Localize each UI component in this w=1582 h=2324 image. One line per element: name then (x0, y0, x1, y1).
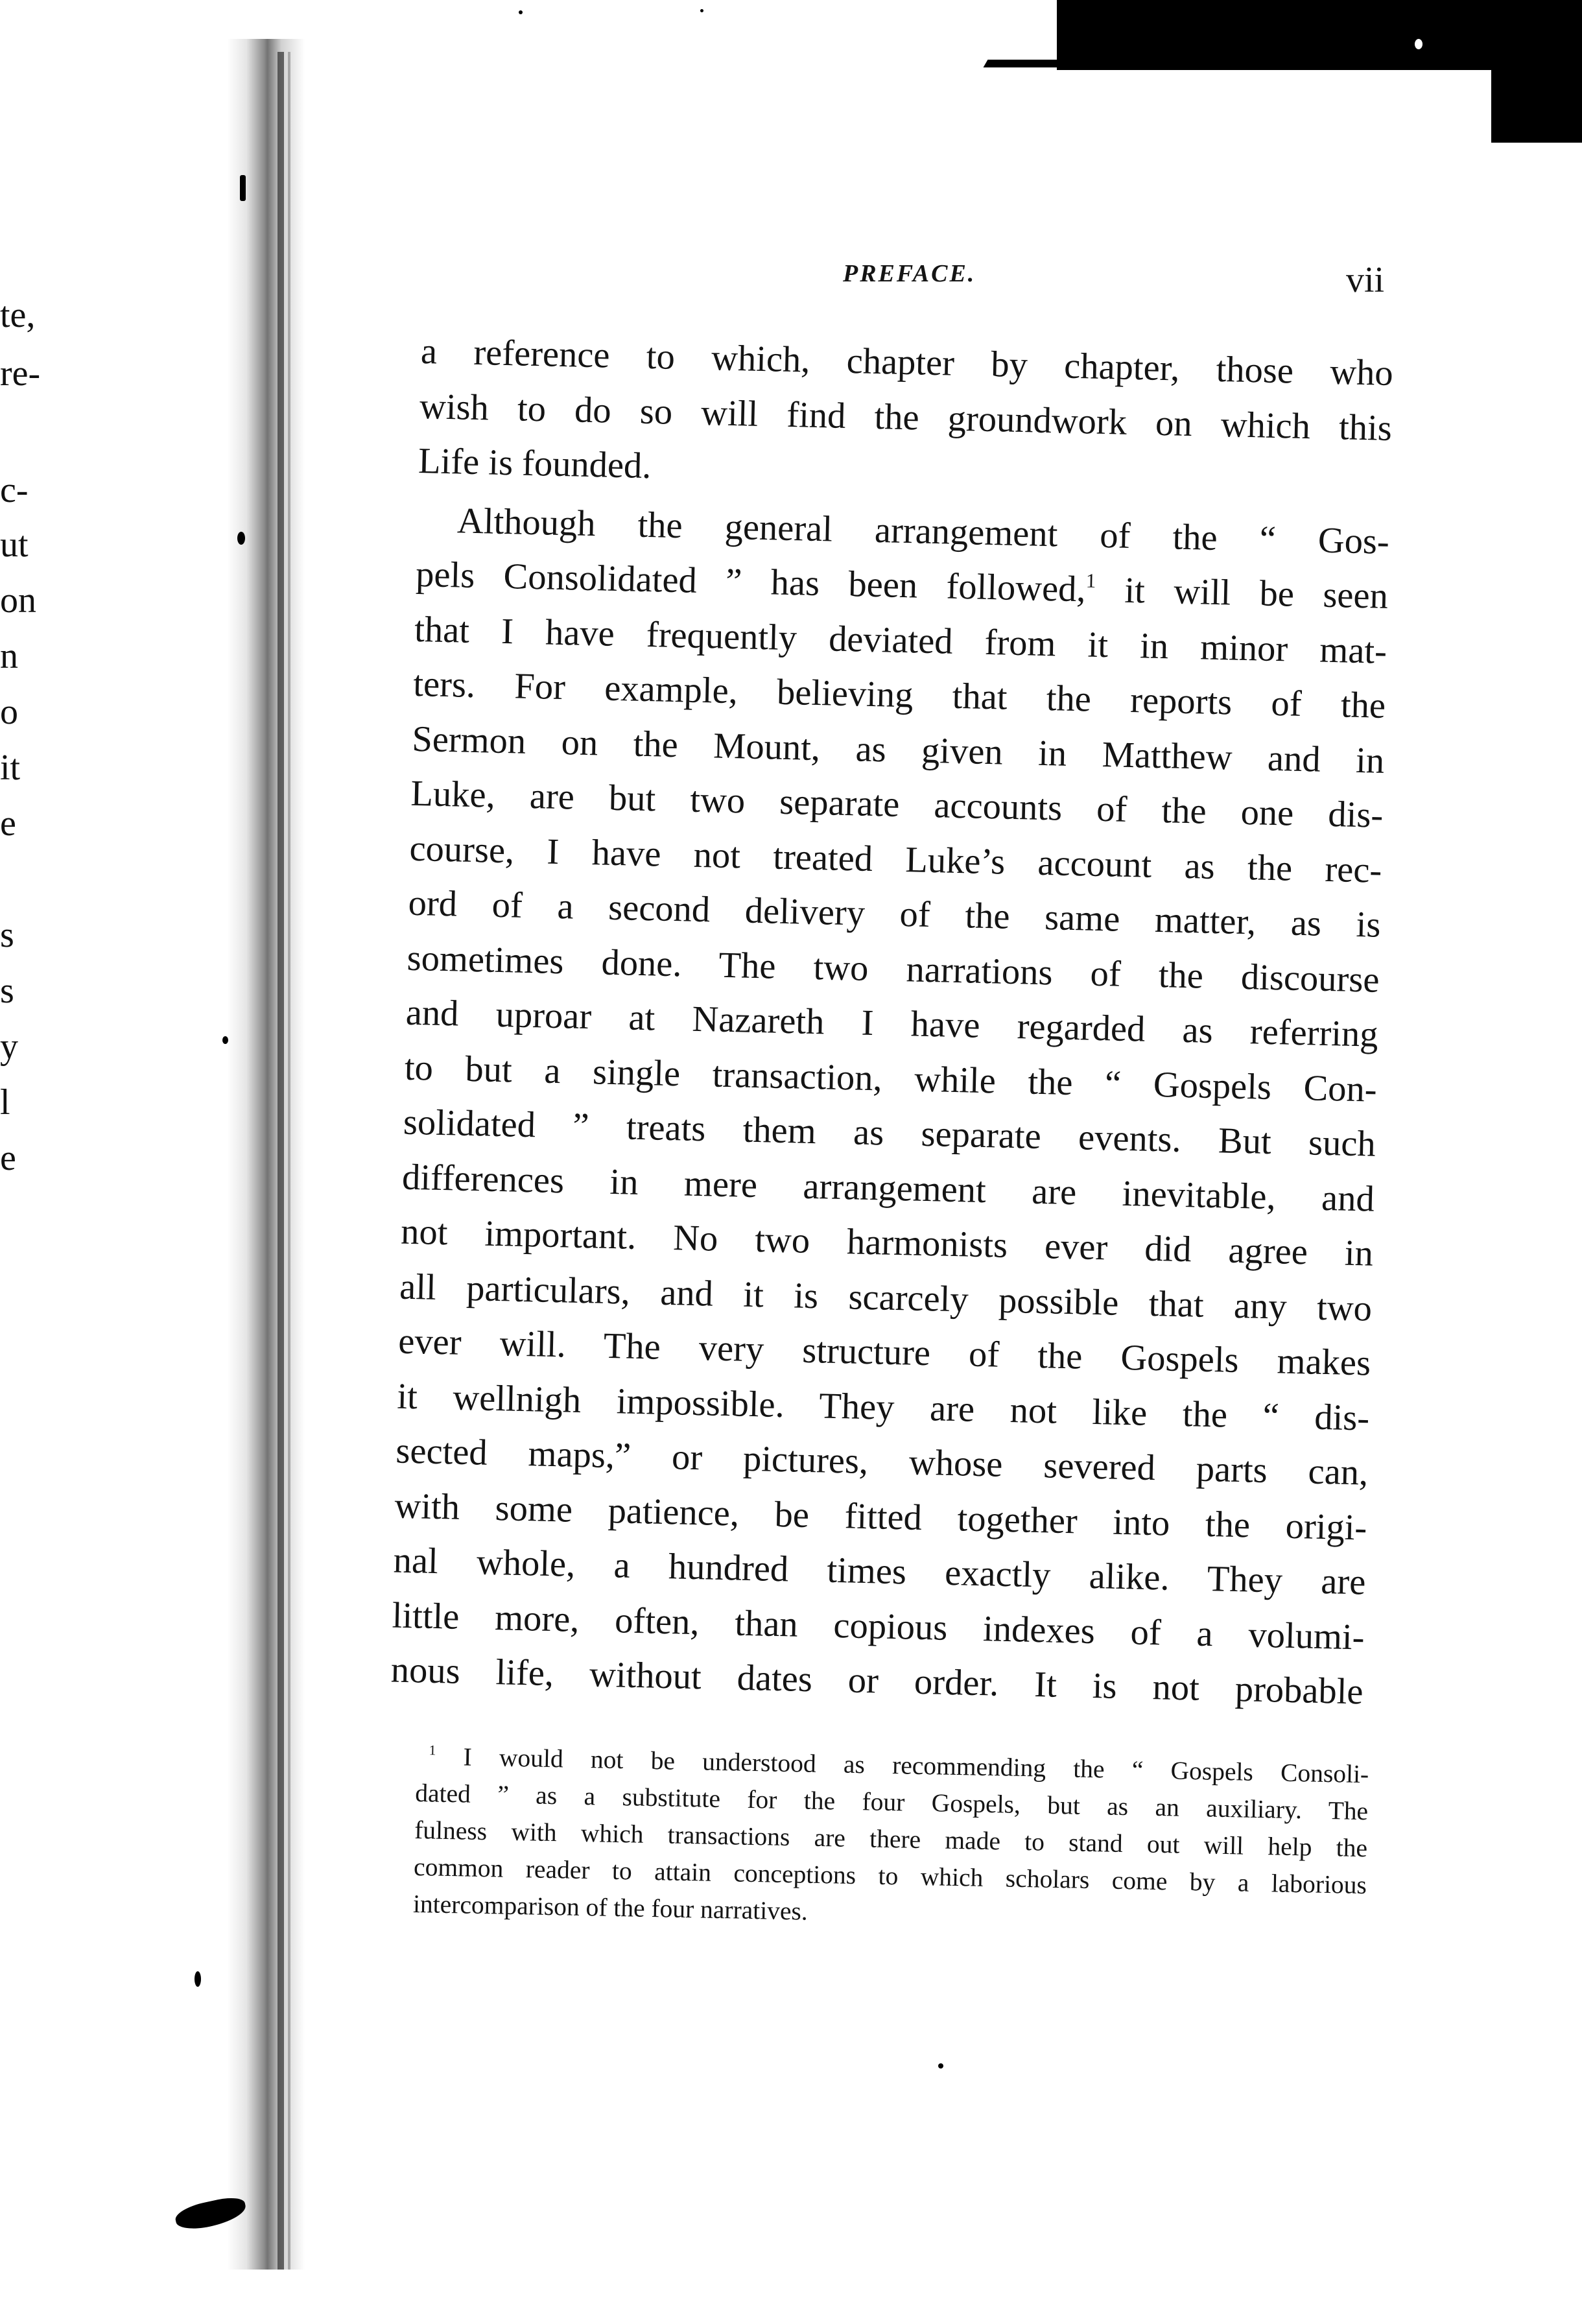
facing-page-fragment: on (0, 580, 36, 621)
text-line: Although the general arrangement of the “ Gos- (456, 500, 1390, 562)
text-line: Luke, are but two separate accounts of the one dis- (410, 773, 1384, 836)
facing-page-fragment: o (0, 692, 18, 732)
text-line: sometimes done. The two narrations of the discourse (407, 938, 1380, 1001)
text-line: sected maps,” or pictures, whose severed parts can, (395, 1430, 1369, 1493)
facing-page-fragment: te, (0, 295, 36, 335)
facing-page-fragment: e (0, 803, 16, 844)
facing-page-fragment: s (0, 915, 14, 955)
facing-page-fragment: re- (0, 353, 41, 394)
facing-page-fragment: y (0, 1026, 18, 1067)
facing-page-fragment: n (0, 636, 18, 676)
text-line: solidated ” treats them as separate events. But such (403, 1102, 1376, 1165)
footnote-line: common reader to attain conceptions to which scholars come by a laborious (413, 1852, 1367, 1900)
text-line: that I have frequently deviated from it in minor mat- (414, 609, 1387, 672)
facing-page-edge (0, 0, 58, 2324)
text-line-end: it will be seen (1095, 569, 1389, 617)
facing-page-fragment: it (0, 748, 21, 788)
footnote-line-text: I would not be understood as recommending the “ Gospels Consoli- (463, 1742, 1369, 1789)
text-line: not important. No two harmonists ever did agree in (400, 1211, 1374, 1274)
text-line: to but a single transaction, while the “ Gospels Con- (404, 1047, 1378, 1110)
text-line: wish to do so will find the groundwork on which this (419, 386, 1393, 449)
text-line: ord of a second delivery of the same matter, as is (408, 883, 1382, 945)
footnote-line: intercomparison of the four narratives. (412, 1889, 809, 1926)
scanner-border-edge (984, 60, 1079, 67)
scanner-border-corner (1491, 0, 1582, 143)
text-line: nal whole, a hundred times exactly alike. They are (393, 1540, 1367, 1603)
text-line: with some patience, be fitted together into the origi- (394, 1486, 1367, 1548)
footnote-line: dated ” as a substitute for the four Gospels, but as an auxiliary. The (414, 1778, 1369, 1826)
footnote-line: fulness with which transactions are there made to stand out will help the (414, 1815, 1368, 1863)
text-line: ters. For example, believing that the reports of the (412, 663, 1386, 726)
text-line: nous life, without dates or order. It is not probable (390, 1650, 1364, 1713)
text-line: ever will. The very structure of the Gospels makes (397, 1321, 1371, 1384)
footnote (413, 1738, 1369, 1941)
binding-gutter-line (277, 52, 284, 2270)
text-line: differences in mere arrangement are inevitable, and (401, 1157, 1375, 1220)
binding-gutter-line (288, 52, 290, 2270)
running-head: PREFACE. (843, 260, 976, 287)
page-number: vii (1346, 260, 1385, 300)
text-line: little more, often, than copious indexes of a volumi- (392, 1595, 1365, 1658)
facing-page-fragment: e (0, 1138, 16, 1178)
footnote-reference: 1 (1085, 569, 1096, 592)
text-line: course, I have not treated Luke’s account as the rec- (408, 828, 1382, 891)
text-line: a reference to which, chapter by chapter, those who (420, 331, 1394, 394)
text-line: all particulars, and it is scarcely possible that any two (399, 1266, 1373, 1329)
binding-gutter-shadow (227, 39, 305, 2270)
body-text (390, 324, 1394, 1720)
text-line: Life is founded. (418, 440, 652, 487)
facing-page-fragment: ut (0, 525, 29, 565)
facing-page-fragment: c- (0, 470, 29, 510)
text-line: and uproar at Nazareth I have regarded as referring (405, 992, 1379, 1055)
text-line: Sermon on the Mount, as given in Matthew and in (411, 718, 1385, 781)
facing-page-fragment: l (0, 1082, 10, 1122)
text-line: it wellnigh impossible. They are not like the “ dis- (396, 1376, 1370, 1439)
text-line-start: pels Consolidated ” has been followed, (415, 554, 1087, 610)
facing-page-fragment: s (0, 971, 14, 1011)
footnote-marker: 1 (429, 1742, 436, 1759)
